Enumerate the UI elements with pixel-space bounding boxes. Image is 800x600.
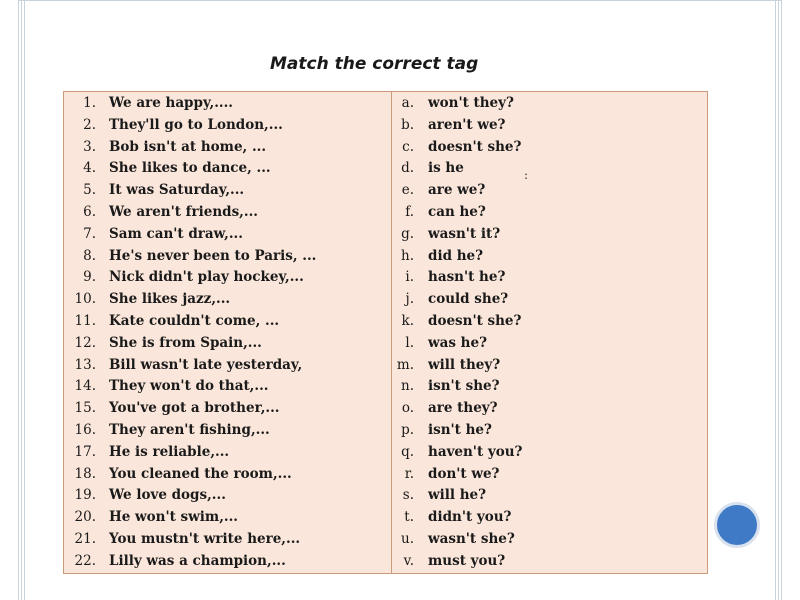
answer-letter: s. <box>402 487 414 504</box>
question-number: 9. <box>83 269 96 286</box>
question-number: 10. <box>74 291 96 308</box>
frame-right-line <box>775 0 776 600</box>
question-row <box>64 311 391 333</box>
question-row <box>64 202 391 224</box>
answer-row <box>374 267 704 289</box>
question-text: Kate couldn't come, ... <box>109 313 280 329</box>
answer-letter: h. <box>401 247 414 264</box>
answer-letter: j. <box>405 291 414 308</box>
question-text: He won't swim,... <box>109 509 238 526</box>
answer-text: is he <box>428 160 464 177</box>
answer-letter: p. <box>401 422 414 438</box>
question-row <box>64 485 391 507</box>
question-number: 8. <box>83 247 96 264</box>
question-number: 18. <box>74 465 96 482</box>
answer-letter: q. <box>401 443 414 460</box>
answer-text: will they? <box>428 356 501 373</box>
question-text: They won't do that,... <box>109 378 269 395</box>
answer-row <box>374 551 704 573</box>
question-number: 12. <box>74 334 96 351</box>
frame-right-line <box>781 0 782 600</box>
answer-row <box>374 158 704 180</box>
answer-row <box>374 202 704 224</box>
question-text: You mustn't write here,... <box>109 531 301 547</box>
question-row <box>64 355 391 377</box>
answer-text: are we? <box>428 182 486 199</box>
answer-row <box>374 224 704 246</box>
question-text: It was Saturday,... <box>109 182 245 199</box>
answer-text: doesn't she? <box>428 313 522 329</box>
answer-text: are they? <box>428 400 498 417</box>
answer-letter: o. <box>401 400 414 417</box>
answer-letter: f. <box>405 204 414 220</box>
question-number: 17. <box>74 443 96 460</box>
question-number: 22. <box>74 552 96 569</box>
frame-left-line <box>24 0 25 600</box>
answer-row <box>374 137 704 159</box>
answer-row <box>374 333 704 355</box>
question-row <box>64 507 391 529</box>
question-text: Bob isn't at home, ... <box>109 138 267 155</box>
question-text: We love dogs,... <box>109 487 226 504</box>
question-text: You cleaned the room,... <box>109 465 292 482</box>
question-text: Sam can't draw,... <box>109 225 243 242</box>
question-text: She likes to dance, ... <box>109 160 271 177</box>
answer-text: won't they? <box>428 95 514 111</box>
answer-text: could she? <box>428 291 509 308</box>
answer-letter: r. <box>404 465 414 482</box>
answer-letter: g. <box>401 225 414 242</box>
question-row <box>64 115 391 137</box>
answer-letter: d. <box>401 160 414 177</box>
answer-letter: u. <box>401 531 414 547</box>
question-row <box>64 93 391 115</box>
frame-left-line <box>18 0 19 600</box>
question-text: We are happy,.... <box>109 95 233 111</box>
answer-text: hasn't he? <box>428 269 506 286</box>
answer-letter: l. <box>405 334 414 351</box>
answer-text: was he? <box>428 334 487 351</box>
question-row <box>64 246 391 268</box>
answer-text: doesn't she? <box>428 138 522 155</box>
question-text: She likes jazz,... <box>109 291 231 308</box>
question-row <box>64 333 391 355</box>
question-text: Nick didn't play hockey,... <box>109 269 304 286</box>
question-row <box>64 464 391 486</box>
answer-letter: c. <box>402 138 414 155</box>
slide-title: Match the correct tag <box>270 54 479 74</box>
stray-mark: : <box>524 168 529 182</box>
question-text: She is from Spain,... <box>109 334 262 351</box>
answer-letter: v. <box>403 552 414 569</box>
answer-text: don't we? <box>428 465 500 482</box>
answer-letter: i. <box>405 269 414 286</box>
answer-letter: n. <box>401 378 414 395</box>
answer-row <box>374 507 704 529</box>
question-number: 13. <box>74 356 96 373</box>
answer-text: wasn't it? <box>428 225 501 242</box>
question-row <box>64 442 391 464</box>
question-number: 14. <box>74 378 96 395</box>
question-row <box>64 529 391 551</box>
answer-row <box>374 311 704 333</box>
answer-row <box>374 420 704 442</box>
question-number: 2. <box>83 116 96 133</box>
answer-letter: a. <box>401 95 414 111</box>
question-row <box>64 158 391 180</box>
question-number: 20. <box>74 509 96 526</box>
question-number: 1. <box>83 95 96 111</box>
answer-text: aren't we? <box>428 116 506 133</box>
answer-row <box>374 93 704 115</box>
answer-text: wasn't she? <box>428 531 515 547</box>
answer-text: must you? <box>428 552 506 569</box>
answer-row <box>374 442 704 464</box>
answer-text: isn't she? <box>428 378 500 395</box>
answer-text: will he? <box>428 487 487 504</box>
question-row <box>64 267 391 289</box>
question-row <box>64 137 391 159</box>
circle-decoration <box>714 502 760 548</box>
question-text: You've got a brother,... <box>109 400 280 417</box>
question-number: 3. <box>83 138 96 155</box>
question-row <box>64 398 391 420</box>
answer-row <box>374 376 704 398</box>
question-text: He's never been to Paris, ... <box>109 247 317 264</box>
question-number: 15. <box>74 400 96 417</box>
answer-text: didn't you? <box>428 509 512 526</box>
answer-letter: e. <box>401 182 414 199</box>
answer-letter: m. <box>396 356 414 373</box>
frame-left-line <box>21 0 22 600</box>
answer-row <box>374 485 704 507</box>
answer-text: did he? <box>428 247 484 264</box>
question-number: 4. <box>83 160 96 177</box>
question-row <box>64 376 391 398</box>
question-row <box>64 289 391 311</box>
question-row <box>64 180 391 202</box>
answer-row <box>374 529 704 551</box>
answer-row <box>374 355 704 377</box>
answer-row <box>374 246 704 268</box>
question-number: 19. <box>74 487 96 504</box>
question-row <box>64 224 391 246</box>
answer-row <box>374 464 704 486</box>
question-text: They aren't fishing,... <box>109 422 270 438</box>
question-number: 6. <box>83 204 96 220</box>
answer-letter: b. <box>401 116 414 133</box>
question-number: 7. <box>83 225 96 242</box>
answer-letter: k. <box>401 313 414 329</box>
question-number: 5. <box>83 182 96 199</box>
question-text: He is reliable,... <box>109 443 230 460</box>
question-row <box>64 551 391 573</box>
answer-text: isn't he? <box>428 422 492 438</box>
question-text: Bill wasn't late yesterday, <box>109 356 303 373</box>
answer-row <box>374 398 704 420</box>
answer-row <box>374 115 704 137</box>
question-text: Lilly was a champion,... <box>109 552 286 569</box>
question-row <box>64 420 391 442</box>
question-number: 16. <box>74 422 96 438</box>
question-number: 21. <box>74 531 96 547</box>
answer-text: can he? <box>428 204 486 220</box>
answer-text: haven't you? <box>428 443 523 460</box>
answer-letter: t. <box>404 509 414 526</box>
frame-top-line <box>18 0 782 1</box>
question-text: They'll go to London,... <box>109 116 283 133</box>
answer-row <box>374 180 704 202</box>
question-number: 11. <box>74 313 96 329</box>
question-text: We aren't friends,... <box>109 204 258 220</box>
answer-row <box>374 289 704 311</box>
frame-right-line <box>778 0 779 600</box>
match-table <box>63 91 708 574</box>
